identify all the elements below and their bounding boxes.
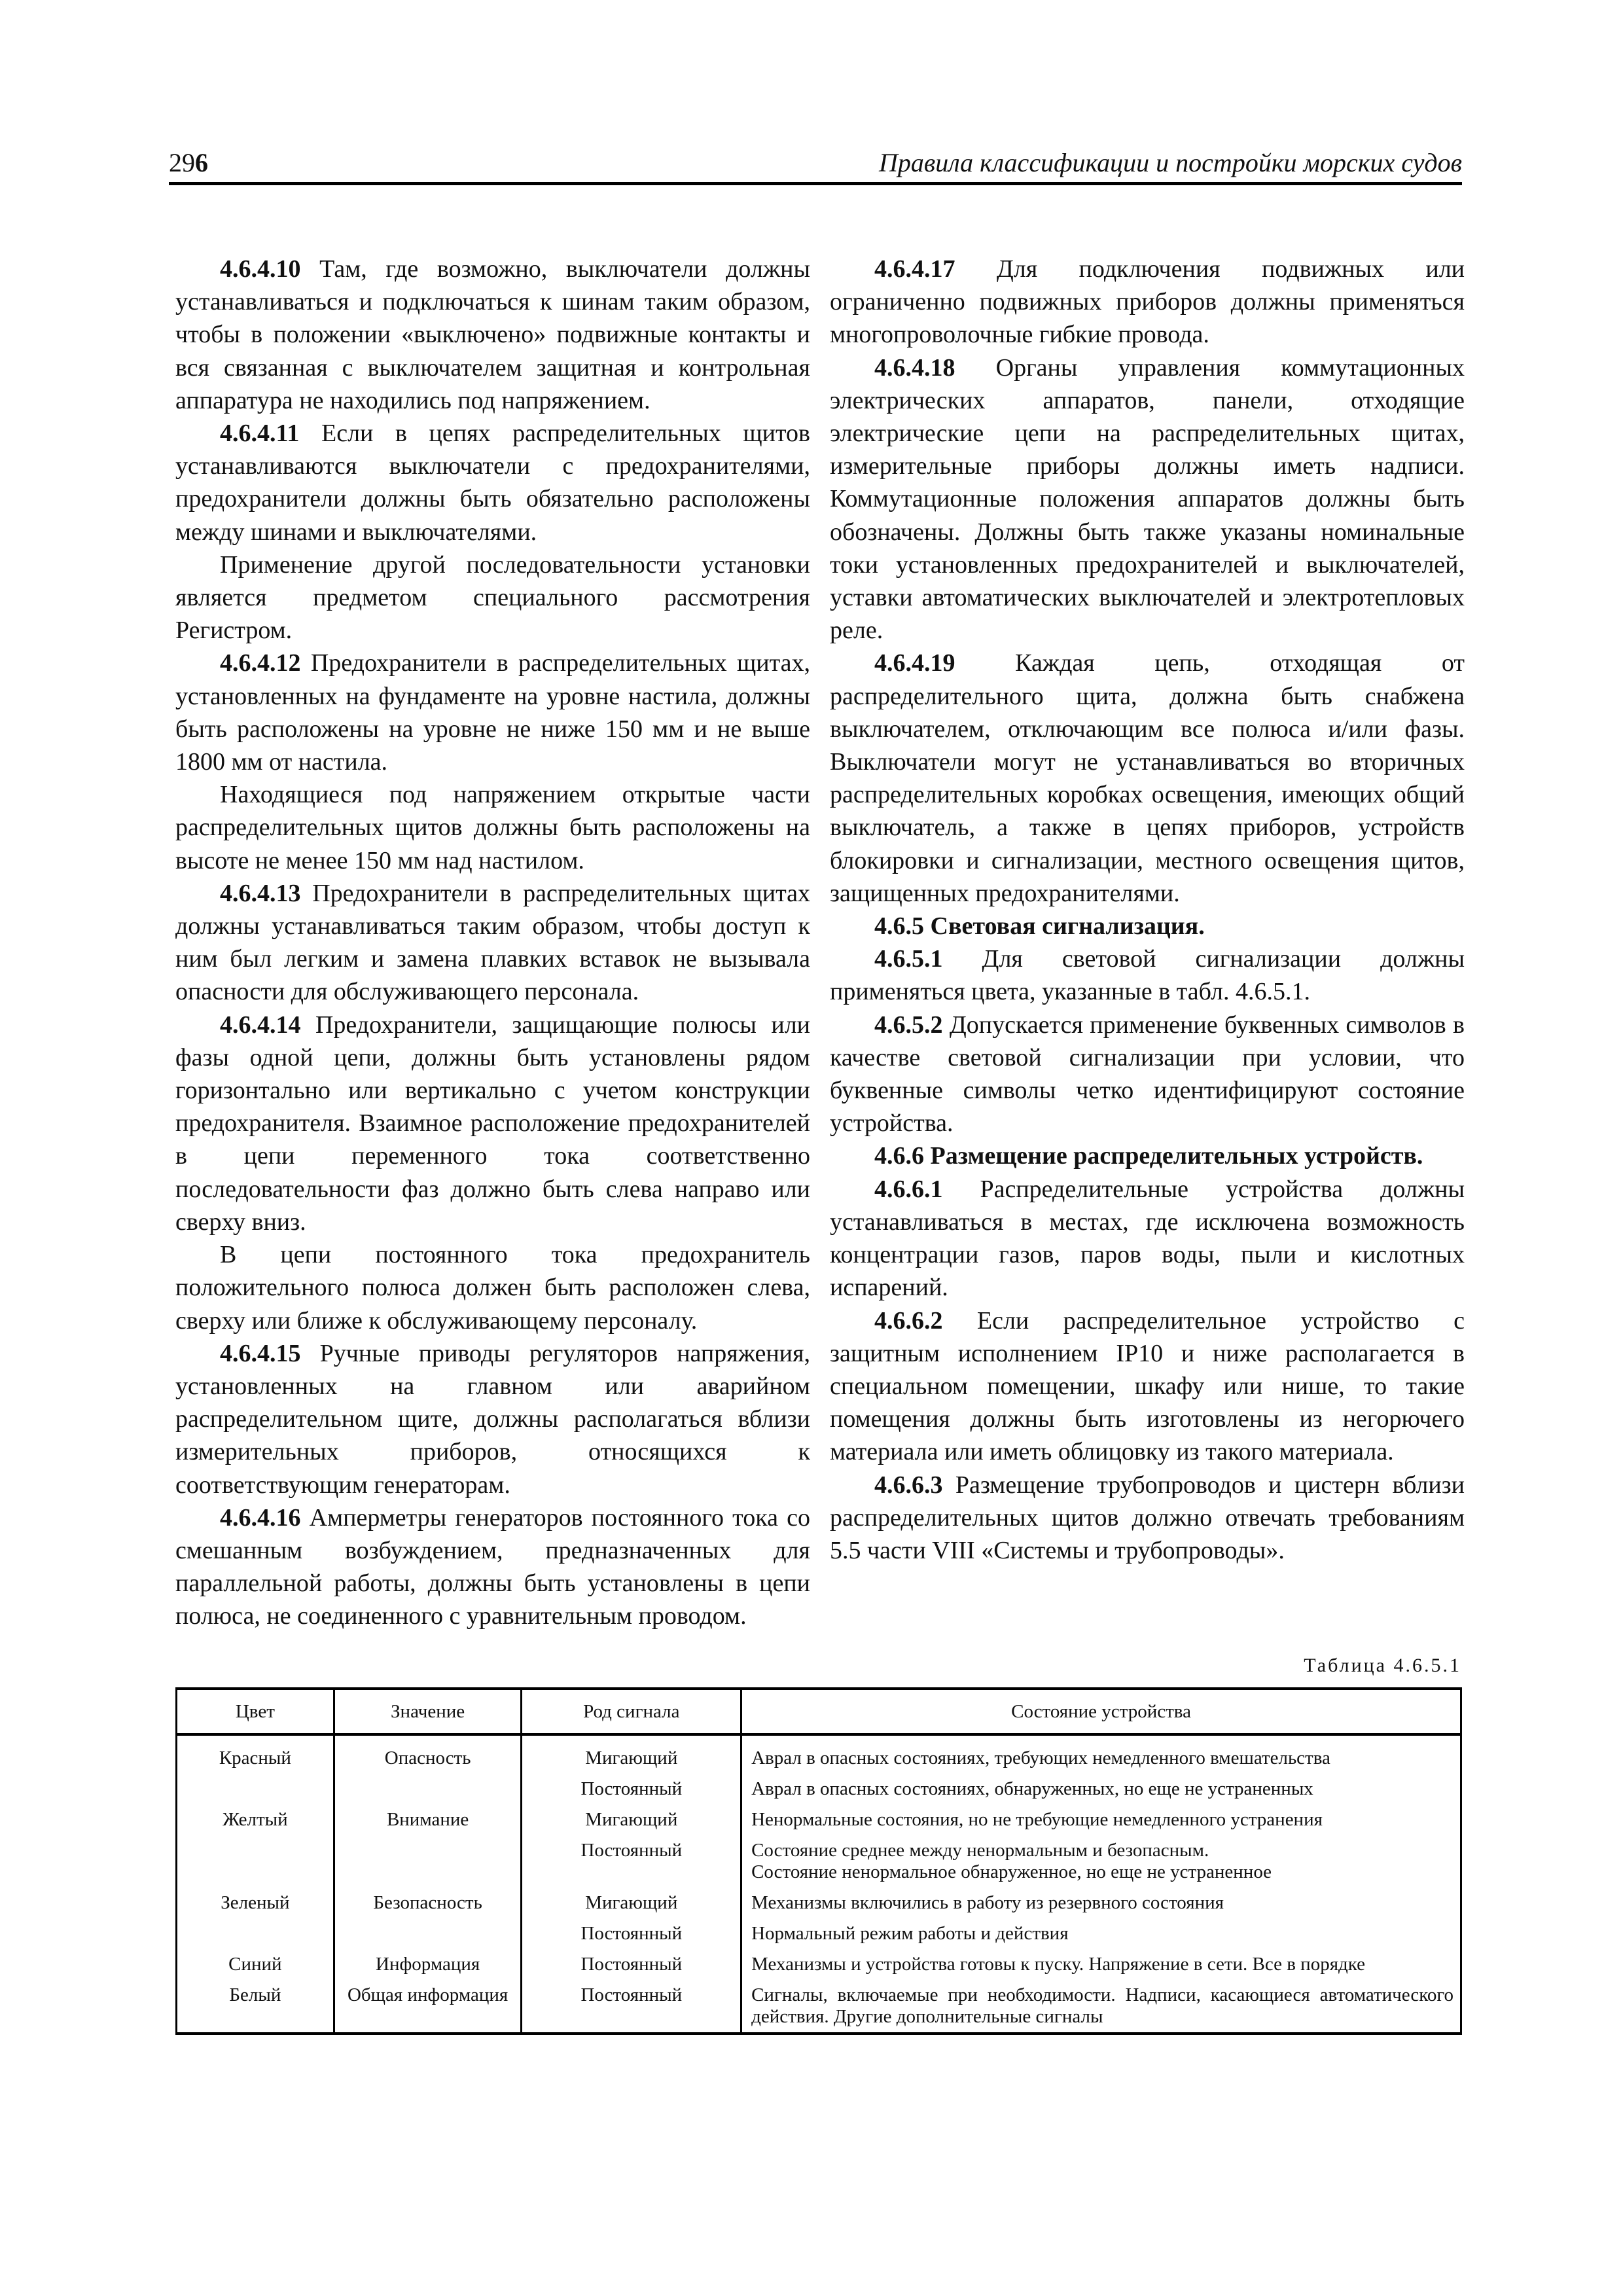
cell-color: Белый [177,1980,334,2034]
paragraph-text: Для подключения подвижных или ограниченно подвижных приборов должны применяться многопроволочные гибкие провода. [830,255,1465,349]
cell-device-state: Ненормальные состояния, но не требующие немедленного устранения [741,1804,1461,1835]
paragraph-text: Каждая цепь, отходящая от распределительного щита, должна быть снабжена выключателем, отключающим все полюса и/или фазы. Выключатели могут не устанавливаться во вторичных распределительных коробках освещения, имеющих общий выключатель, а также в цепях приборов, устройств блокировки и сигнализации, местного освещения щитов, защищенных предохранителями. [830,649,1465,907]
paragraph [175,1337,810,1501]
paragraph-text: Если в цепях распределительных щитов устанавливаются выключатели с предохранителями, предохранители должны быть обязательно расположены между шинами и выключателями. [175,420,810,546]
cell-signal-type: Постоянный [522,1835,741,1888]
cell-color: Желтый [177,1804,334,1835]
cell-signal-type: Мигающий [522,1804,741,1835]
cell-device-state: Механизмы включились в работу из резервного состояния [741,1888,1461,1918]
clause-number: 4.6.4.14 [220,1011,301,1039]
paragraph [175,1501,810,1633]
cell-meaning [334,1918,522,1949]
paragraph [175,417,810,548]
clause-number: 4.6.6.1 [874,1175,943,1203]
paragraph [830,1009,1465,1140]
clause-number: 4.6.5.1 [874,945,943,973]
cell-meaning [334,1835,522,1888]
cell-color [177,1774,334,1804]
header-signal-type: Род сигнала [522,1689,741,1734]
cell-signal-type: Мигающий [522,1734,741,1774]
clause-number: 4.6.4.10 [220,255,301,283]
cell-signal-type: Мигающий [522,1888,741,1918]
paragraph [830,253,1465,351]
right-text-column [830,253,1465,1567]
cell-device-state: Нормальный режим работы и действия [741,1918,1461,1949]
paragraph-text: Распределительные устройства должны устанавливаться в местах, где исключена возможность концентрации газов, паров воды, пыли и кислотных испарений. [830,1175,1465,1302]
paragraph [175,548,810,647]
section-heading: 4.6.5 Световая сигнализация. [874,912,1205,941]
table-row [177,1980,1461,2034]
clause-number: 4.6.4.19 [874,649,955,677]
paragraph-text: Органы управления коммутационных электрических аппаратов, панели, отходящие электрические цепи на распределительных щитах, измерительные приборы должны иметь надписи. Коммутационные положения аппаратов должны быть обозначены. Должны быть также указаны номинальные токи установленных предохранителей и выключателей, уставки автоматических выключателей и электротепловых реле. [830,353,1465,645]
clause-number: 4.6.4.16 [220,1503,301,1532]
cell-meaning [334,1774,522,1804]
table-row [177,1774,1461,1804]
running-title: Правила классификации и постройки морских судов [878,148,1462,177]
cell-color: Синий [177,1949,334,1980]
paragraph [830,351,1465,647]
table-header-row [177,1689,1461,1734]
cell-device-state: Состояние среднее между ненормальным и безопасным. Состояние ненормальное обнаруженное, но еще не устраненное [741,1835,1461,1888]
cell-color [177,1835,334,1888]
paragraph [175,877,810,1009]
clause-number: 4.6.4.13 [220,879,301,907]
paragraph-text: Для световой сигнализации должны применяться цвета, указанные в табл. 4.6.5.1. [830,945,1465,1006]
paragraph [175,647,810,778]
header-color: Цвет [177,1689,334,1734]
paragraph [830,1469,1465,1568]
clause-number: 4.6.4.17 [874,255,955,283]
cell-device-state: Аврал в опасных состояниях, требующих немедленного вмешательства [741,1734,1461,1774]
cell-color [177,1918,334,1949]
cell-meaning: Общая информация [334,1980,522,2034]
clause-number: 4.6.5.2 [874,1011,943,1039]
paragraph [175,1009,810,1238]
cell-meaning: Опасность [334,1734,522,1774]
paragraph-text: Предохранители в распределительных щитах, установленных на фундаменте на уровне настила, должны быть расположены на уровне не ниже 150 мм и не выше 1800 мм от настила. [175,649,810,776]
table-row [177,1804,1461,1835]
cell-signal-type: Постоянный [522,1980,741,2034]
left-text-column [175,253,810,1633]
header-meaning: Значение [334,1689,522,1734]
cell-device-state: Аврал в опасных состояниях, обнаруженных, но еще не устраненных [741,1774,1461,1804]
cell-meaning: Безопасность [334,1888,522,1918]
paragraph-text: Амперметры генераторов постоянного тока со смешанным возбуждением, предназначенных для параллельной работы, должны быть установлены в цепи полюса, не соединенного с уравнительным проводом. [175,1503,810,1630]
paragraph-text: Предохранители, защищающие полюсы или фазы одной цепи, должны быть установлены рядом горизонтально или вертикально с учетом конструкции предохранителя. Взаимное расположение предохранителей в цепи переменного тока соответственно последовательности фаз должно быть слева направо или сверху вниз. [175,1011,810,1236]
paragraph [830,647,1465,910]
cell-meaning: Внимание [334,1804,522,1835]
paragraph-text: Там, где возможно, выключатели должны устанавливаться и подключаться к шинам таким образом, чтобы в положении «выключено» подвижные контакты и вся связанная с выключателем защитная и контрольная аппаратура не находились под напряжением. [175,255,810,414]
clause-number: 4.6.4.15 [220,1339,301,1367]
paragraph-text: В цепи постоянного тока предохранитель положительного полюса должен быть расположен слева, сверху или ближе к обслуживающему персоналу. [175,1241,810,1335]
paragraph-text: Если распределительное устройство с защитным исполнением IP10 и ниже располагается в специальном помещении, шкафу или нише, то такие помещения должны быть изготовлены из негорючего материала или иметь облицовку из такого материала. [830,1306,1465,1466]
table-caption: Таблица 4.6.5.1 [1304,1655,1461,1676]
signal-colors-table [175,1687,1462,2035]
cell-signal-type: Постоянный [522,1949,741,1980]
paragraph-text: Находящиеся под напряжением открытые части распределительных щитов должны быть расположены на высоте не менее 150 мм над настилом. [175,781,810,874]
cell-color: Красный [177,1734,334,1774]
table-row [177,1918,1461,1949]
paragraph-text: Размещение трубопроводов и цистерн вблизи распределительных щитов должно отвечать требованиям 5.5 части VIII «Системы и трубопроводы». [830,1471,1465,1564]
clause-number: 4.6.6.3 [874,1471,943,1499]
header-device-state: Состояние устройства [741,1689,1461,1734]
clause-number: 4.6.4.12 [220,649,301,677]
paragraph [175,1238,810,1337]
cell-device-state: Сигналы, включаемые при необходимости. Надписи, касающиеся автоматического действия. Другие дополнительные сигналы [741,1980,1461,2034]
section-heading: 4.6.6 Размещение распределительных устройств. [874,1142,1423,1170]
paragraph [175,778,810,877]
paragraph [175,253,810,417]
clause-number: 4.6.6.2 [874,1306,943,1335]
table-row [177,1949,1461,1980]
clause-number: 4.6.4.11 [220,420,300,448]
paragraph-text: Допускается применение буквенных символов в качестве световой сигнализации при условии, что буквенные символы четко идентифицируют состояние устройства. [830,1011,1465,1138]
cell-signal-type: Постоянный [522,1774,741,1804]
clause-number: 4.6.4.18 [874,353,955,382]
cell-meaning: Информация [334,1949,522,1980]
page-number: 296 [169,148,208,177]
paragraph [830,942,1465,1008]
page-header [169,143,1462,185]
table-row [177,1888,1461,1918]
cell-device-state: Механизмы и устройства готовы к пуску. Напряжение в сети. Все в порядке [741,1949,1461,1980]
cell-color: Зеленый [177,1888,334,1918]
paragraph-text: Ручные приводы регуляторов напряжения, установленных на главном или аварийном распределительном щите, должны располагаться вблизи измерительных приборов, относящихся к соответствующим генераторам. [175,1339,810,1499]
paragraph [830,1173,1465,1304]
table-row [177,1734,1461,1774]
cell-signal-type: Постоянный [522,1918,741,1949]
paragraph-text: Применение другой последовательности установки является предметом специального рассмотрения Регистром. [175,550,810,645]
table-row [177,1835,1461,1888]
paragraph-text: Предохранители в распределительных щитах должны устанавливаться таким образом, чтобы доступ к ним был легким и замена плавких вставок не вызывала опасности для обслуживающего персонала. [175,879,810,1006]
paragraph [830,1304,1465,1469]
